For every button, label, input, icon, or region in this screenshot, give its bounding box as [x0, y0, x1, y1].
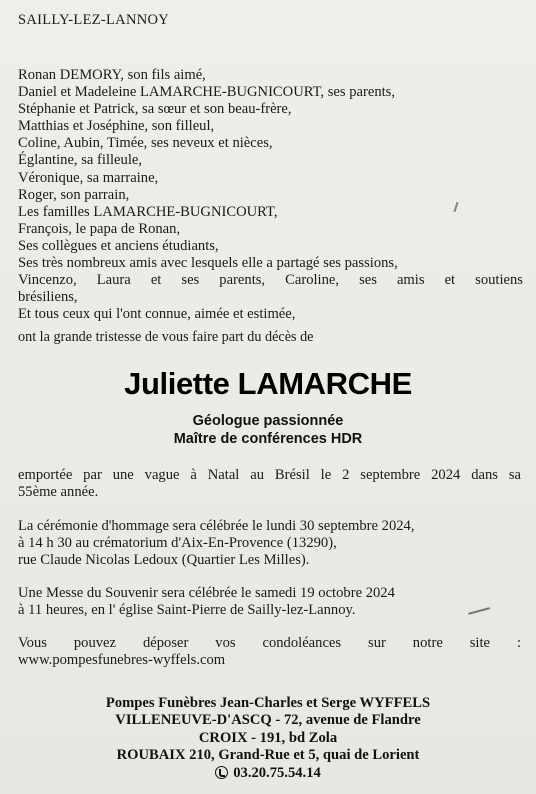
family-line: Et tous ceux qui l'ont connue, aimée et estimée, [18, 306, 296, 323]
family-line: Églantine, sa filleule, [18, 152, 143, 169]
family-line: Matthias et Joséphine, son filleul, [18, 118, 215, 135]
mass-line: Une Messe du Souvenir sera célébrée le samedi 19 octobre 2024 [18, 585, 395, 601]
condolences-website: www.pompesfunebres-wyffels.com [18, 652, 226, 669]
family-line: Coline, Aubin, Timée, ses neveux et nièces, [18, 135, 273, 152]
ceremony-paragraph [18, 518, 521, 570]
funeral-home-name: Pompes Funèbres Jean-Charles et Serge WYFFELS [105, 695, 431, 711]
funeral-home-block [0, 695, 536, 782]
condolences-paragraph [18, 635, 521, 669]
family-line: Vincenzo, Laura et ses parents, Caroline, ses amis et soutiens [18, 272, 523, 289]
funeral-home-address: VILLENEUVE-D'ASCQ - 72, avenue de Flandre [115, 712, 421, 729]
deceased-title-profession: Géologue passionnée [192, 413, 344, 429]
family-line: François, le papa de Ronan, [18, 220, 181, 237]
mass-paragraph [18, 585, 521, 619]
family-line: Daniel et Madeleine LAMARCHE-BUGNICOURT, ses parents, [18, 84, 395, 101]
death-paragraph [18, 467, 521, 501]
deceased-name: Juliette LAMARCHE [124, 366, 412, 401]
deceased-title-position: Maître de conférences HDR [173, 431, 363, 447]
family-line: Stéphanie et Patrick, sa sœur et son beau-frère, [18, 101, 292, 118]
condolences-line: Vous pouvez déposer vos condoléances sur notre site : [18, 635, 521, 651]
family-line: brésiliens, [18, 289, 78, 306]
family-list [18, 67, 523, 323]
announcement-intro: ont la grande tristesse de vous faire part du décès de [18, 329, 314, 345]
ceremony-line: La cérémonie d'hommage sera célébrée le lundi 30 septembre 2024, [18, 518, 415, 534]
death-line: emportée par une vague à Natal au Brésil le 2 septembre 2024 dans sa [18, 467, 521, 483]
ceremony-line: rue Claude Nicolas Ledoux (Quartier Les Milles). [18, 552, 310, 569]
funeral-home-phone-line [0, 765, 536, 782]
funeral-home-address: CROIX - 191, bd Zola [198, 729, 338, 746]
funeral-home-address: ROUBAIX 210, Grand-Rue et 5, quai de Lorient [116, 747, 420, 764]
phone-icon [215, 766, 228, 779]
deceased-titles [0, 412, 536, 448]
death-line: 55ème année. [18, 484, 99, 501]
town-heading: SAILLY-LEZ-LANNOY [18, 12, 170, 28]
family-line: Les familles LAMARCHE-BUGNICOURT, [18, 203, 278, 220]
ceremony-line: à 14 h 30 au crématorium d'Aix-En-Provence (13290), [18, 535, 337, 552]
family-line: Ronan DEMORY, son fils aimé, [18, 67, 206, 83]
family-line: Ses collègues et anciens étudiants, [18, 237, 219, 254]
family-line: Ses très nombreux amis avec lesquels elle a partagé ses passions, [18, 255, 398, 272]
funeral-home-phone: 03.20.75.54.14 [233, 764, 321, 781]
family-line: Véronique, sa marraine, [18, 169, 159, 186]
mass-line: à 11 heures, en l' église Saint-Pierre de Sailly-lez-Lannoy. [18, 602, 356, 619]
family-line: Roger, son parrain, [18, 186, 130, 203]
